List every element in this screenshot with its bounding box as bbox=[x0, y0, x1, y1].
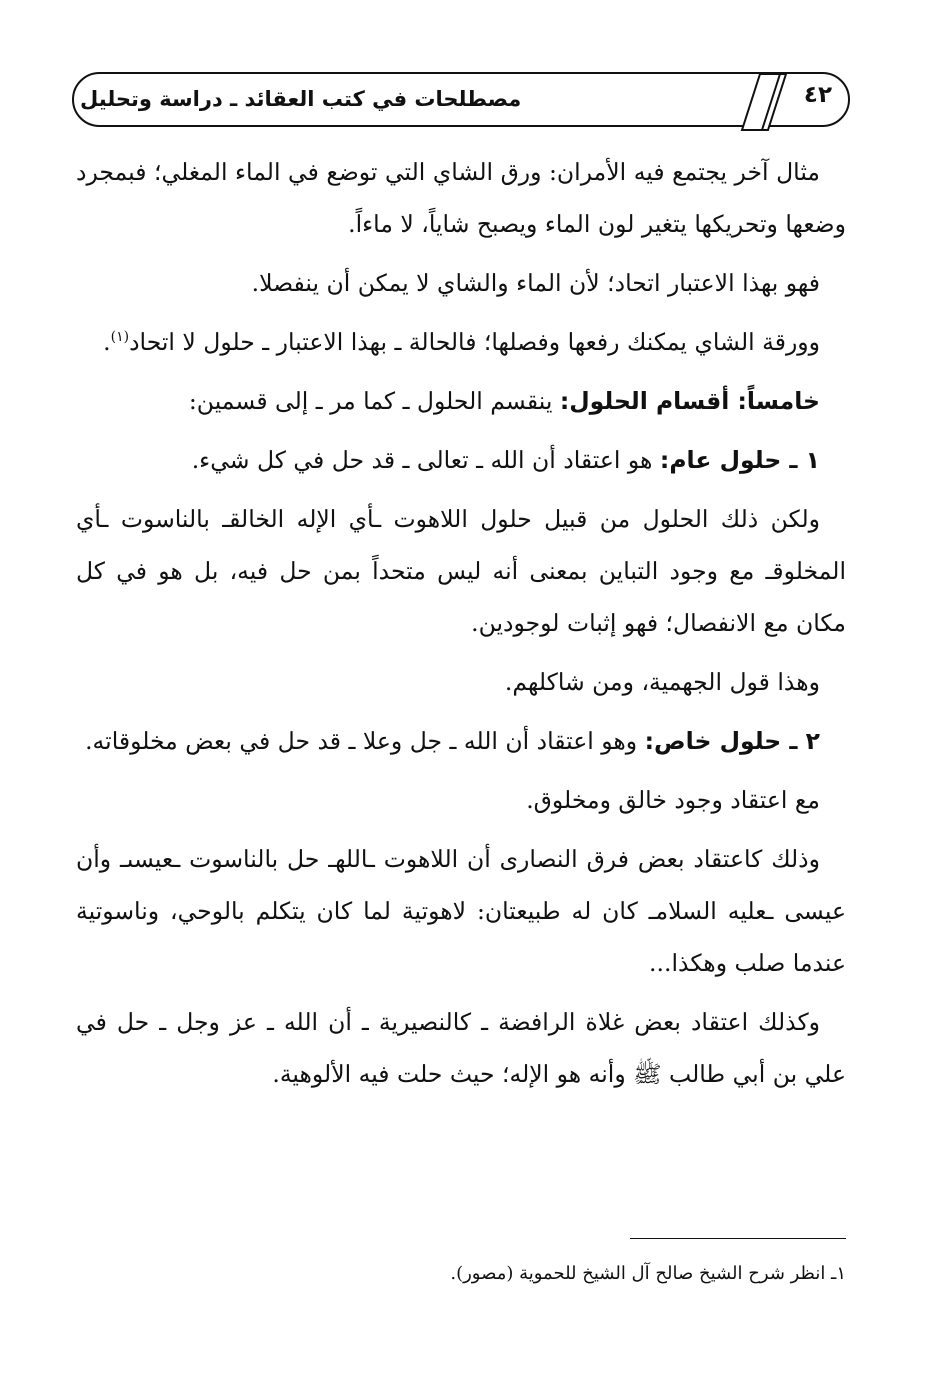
paragraph: وهذا قول الجهمية، ومن شاكلهم. bbox=[504, 668, 820, 696]
footnote-divider bbox=[630, 1238, 846, 1239]
footnote: ١ـ انظر شرح الشيخ صالح آل الشيخ للحموية (مصور). bbox=[450, 1263, 846, 1284]
section-heading bbox=[76, 375, 846, 427]
paragraph bbox=[76, 434, 846, 486]
page-number: ٤٢ bbox=[803, 82, 832, 108]
running-title bbox=[80, 86, 680, 112]
header-slash-ornament bbox=[738, 72, 798, 132]
paragraph: وكذلك اعتقاد بعض غلاة الرافضة ـ كالنصيرية ـ أن الله ـ عز وجل ـ حل في علي بن أبي طالب ﷺ وأنه هو الإله؛ حيث حلت فيه الألوهية. bbox=[76, 1008, 846, 1088]
running-title-text: مصطلحات في كتب العقائد ـ دراسة وتحليل bbox=[80, 87, 522, 111]
paragraph: مثال آخر يجتمع فيه الأمران: ورق الشاي التي توضع في الماء المغلي؛ فبمجرد وضعها وتحريكها يتغير لون الماء ويصبح شاياً، لا ماءاً. bbox=[76, 158, 846, 238]
paragraph: ولكن ذلك الحلول من قبيل حلول اللاهوت ـأي الإله الخالقـ بالناسوت ـأي المخلوقـ مع وجود التباين بمعنى أنه ليس متحداً بمن حل فيه، بل هو في كل مكان مع الانفصال؛ فهو إثبات لوجودين. bbox=[76, 505, 846, 637]
paragraph-text: وورقة الشاي يمكنك رفعها وفصلها؛ فالحالة ـ بهذا الاعتبار ـ حلول لا اتحاد bbox=[129, 328, 820, 356]
section-title: خامساً: أقسام الحلول: bbox=[559, 387, 820, 415]
section-intro: ينقسم الحلول ـ كما مر ـ إلى قسمين: bbox=[188, 387, 560, 415]
footnote-reference[interactable]: (١) bbox=[110, 329, 130, 346]
main-text bbox=[76, 146, 846, 1100]
paragraph: وذلك كاعتقاد بعض فرق النصارى أن اللاهوت ـاللهـ حل بالناسوت ـعيسىـ وأن عيسى ـعليه السلامـ كان له طبيعتان: لاهوتية لما كان يتكلم بالوحي، وناسوتية عندما صلب وهكذا... bbox=[76, 845, 846, 977]
paragraph: فهو بهذا الاعتبار اتحاد؛ لأن الماء والشاي لا يمكن أن ينفصلا. bbox=[251, 269, 820, 297]
item-title: ١ ـ حلول عام: bbox=[659, 446, 820, 474]
item-text: وهو اعتقاد أن الله ـ جل وعلا ـ قد حل في بعض مخلوقاته. bbox=[85, 727, 645, 755]
paragraph: مع اعتقاد وجود خالق ومخلوق. bbox=[526, 786, 820, 814]
paragraph-end: . bbox=[103, 328, 111, 356]
paragraph bbox=[76, 715, 846, 767]
item-text: هو اعتقاد أن الله ـ تعالى ـ قد حل في كل شيء. bbox=[191, 446, 660, 474]
paragraph bbox=[76, 316, 846, 368]
item-title: ٢ ـ حلول خاص: bbox=[644, 727, 820, 755]
